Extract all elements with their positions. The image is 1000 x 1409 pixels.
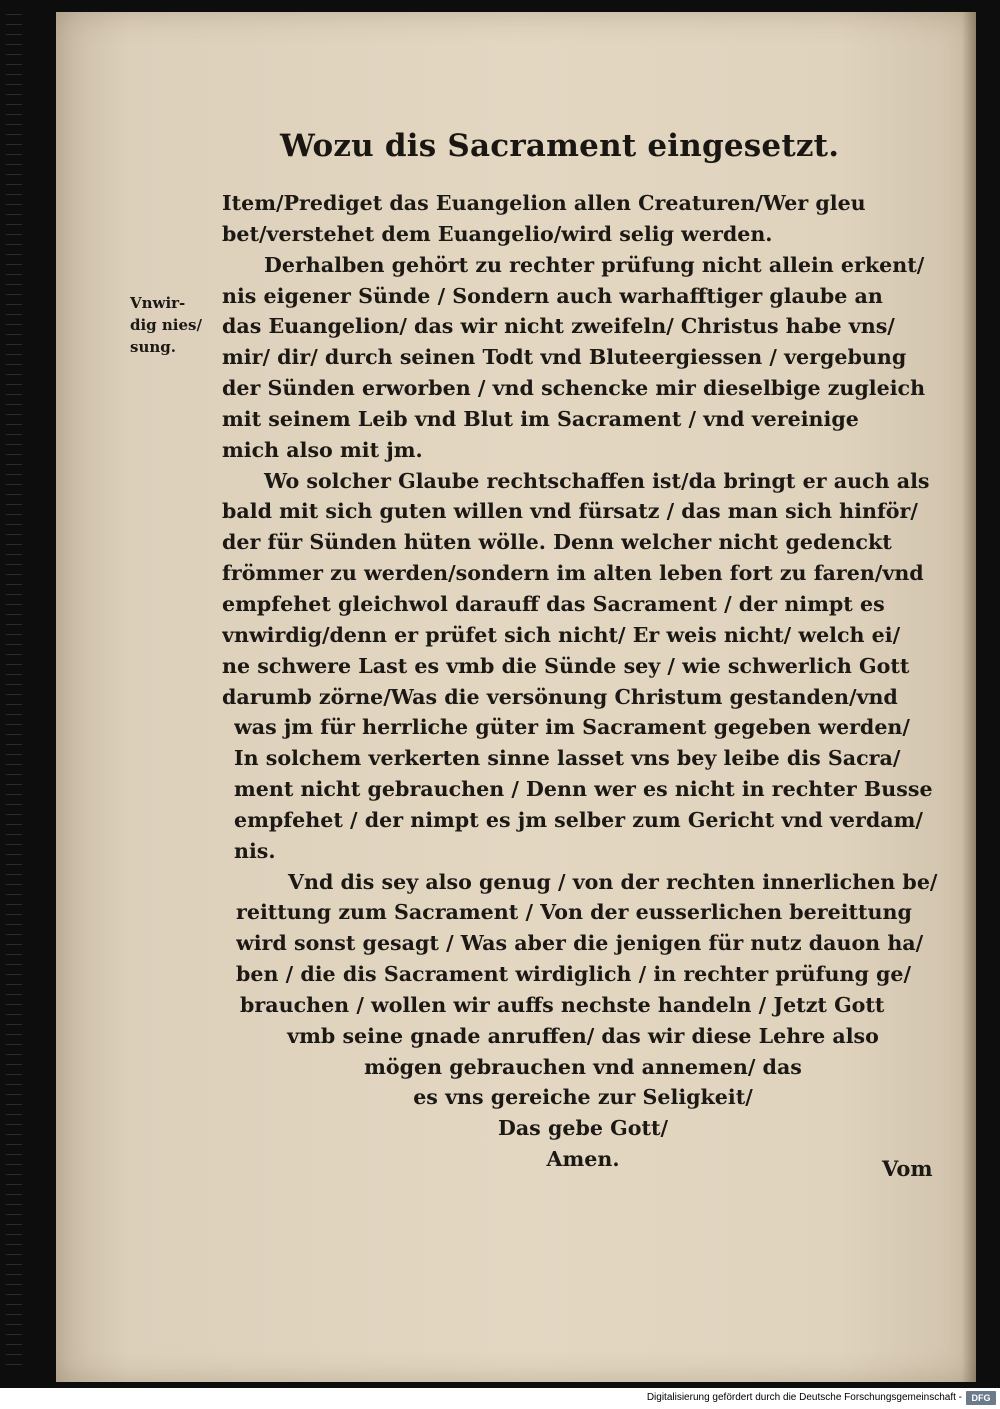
text-line: Amen.	[546, 1147, 620, 1172]
text-line: wird sonst gesagt / Was aber die jenigen für nutz dauon ha/	[236, 931, 924, 956]
text-line: ne schwere Last es vmb die Sünde sey / wie schwerlich Gott	[222, 653, 910, 678]
text-line: vnwirdig/denn er prüfet sich nicht/ Er weis nicht/ welch ei/	[222, 622, 901, 647]
dfg-logo: DFG	[966, 1391, 996, 1405]
text-line: mögen gebrauchen vnd annemen/ das	[364, 1054, 802, 1079]
text-line: der Sünden erworben / vnd schencke mir dieselbige zugleich	[222, 376, 926, 401]
text-line: Das gebe Gott/	[497, 1116, 668, 1141]
text-line: das Euangelion/ das wir nicht zweifeln/ Christus habe vns/	[222, 314, 895, 339]
text-line: Item/Prediget das Euangelion allen Creaturen/Wer gleu	[222, 191, 866, 215]
text-line: In solchem verkerten sinne lasset vns bey leibe dis Sacra/	[234, 746, 901, 771]
text-line: mit seinem Leib vnd Blut im Sacrament / vnd vereinige	[222, 406, 859, 431]
text-line: was jm für herrliche güter im Sacrament gegeben werden/	[234, 715, 910, 740]
marginal-line: Vnwir-	[130, 294, 186, 312]
page-gutter-shadow	[962, 12, 976, 1382]
text-line: empfehet / der nimpt es jm selber zum Gericht vnd verdam/	[234, 807, 923, 832]
text-line: nis eigener Sünde / Sondern auch warhafftiger glaube an	[222, 283, 883, 308]
text-line: reittung zum Sacrament / Von der eusserlichen bereittung	[236, 900, 912, 925]
text-line: mir/ dir/ durch seinen Todt vnd Bluteergiessen / vergebung	[222, 345, 907, 370]
text-line: ben / die dis Sacrament wirdiglich / in rechter prüfung ge/	[236, 962, 912, 987]
text-line: Derhalben gehört zu rechter prüfung nicht allein erkent/	[264, 252, 925, 277]
body-text	[222, 188, 944, 1175]
text-line: darumb zörne/Was die versönung Christum gestanden/vnd	[222, 684, 898, 709]
marginal-line: dig nies/	[130, 316, 202, 334]
funding-credit: Digitalisierung gefördert durch die Deutsche Forschungsgemeinschaft -	[646, 1392, 962, 1403]
text-line: Wo solcher Glaube rechtschaffen ist/da bringt er auch als	[264, 468, 930, 493]
text-line: der für Sünden hüten wölle. Denn welcher nicht gedenckt	[222, 530, 892, 555]
text-line: bald mit sich guten willen vnd fürsatz / das man sich hinför/	[222, 499, 918, 524]
scan-ruler	[6, 14, 22, 1374]
text-line: Vnd dis sey also genug / von der rechten innerlichen be/	[288, 869, 938, 894]
text-line: nis.	[234, 838, 276, 863]
text-line: frömmer zu werden/sondern im alten leben fort zu faren/vnd	[222, 561, 924, 586]
marginal-line: sung.	[130, 338, 176, 356]
text-line: mich also mit jm.	[222, 437, 423, 462]
text-line: bet/verstehet dem Euangelio/wird selig werden.	[222, 221, 773, 246]
marginal-note	[130, 292, 216, 358]
text-line: ment nicht gebrauchen / Denn wer es nicht in rechter Busse	[234, 777, 933, 802]
text-line: vmb seine gnade anruffen/ das wir diese Lehre also	[287, 1023, 879, 1048]
text-line: brauchen / wollen wir auffs nechste handeln / Jetzt Gott	[240, 992, 885, 1017]
page-heading: Wozu dis Sacrament eingesetzt.	[280, 128, 840, 164]
catchword: Vom	[882, 1156, 933, 1181]
text-line: empfehet gleichwol darauff das Sacrament / der nimpt es	[222, 591, 885, 616]
text-line: es vns gereiche zur Seligkeit/	[413, 1085, 753, 1110]
